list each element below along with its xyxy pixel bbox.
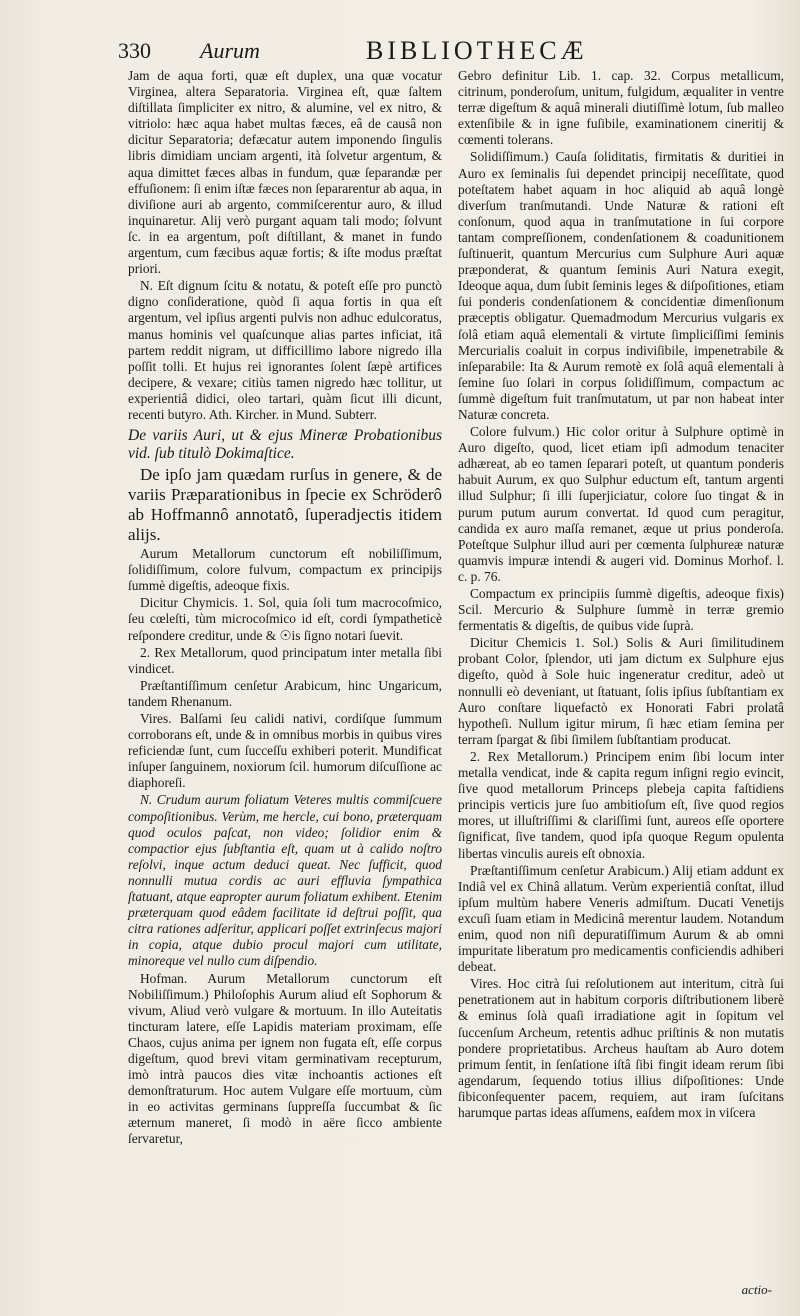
paragraph: Præſtantiſſimum cenſetur Arabicum, hinc Ungaricum, tandem Rhenanum. bbox=[128, 677, 442, 709]
page-number: 330 bbox=[118, 38, 151, 63]
paragraph: N. Crudum aurum foliatum Veteres multis commiſcuere compoſitionibus. Verùm, me hercle, cui bono, præterquam quod oculos paſcat, non video; ſolidior enim & compactior ejus ſubſtantia eſt, quam ut à calido noſtro reſolvi, inque actum deduci queat. Nec ſufficit, quod nonnulli mutua cordis ac auri effluvia ſympathica ſtatuant, atque eapropter aurum foliatum exhibent. Etenim præterquam quod eâdem facilitate id deſtrui poſſit, qua citra rationes adſeritur, applicari poſſet extrinſecus majori in copia, atque dubio procul majori cum utilitate, minoreque vel nullo cum diſpendio. bbox=[128, 792, 442, 969]
left-column bbox=[128, 68, 442, 1149]
paragraph: N. Eſt dignum ſcitu & notatu, & poteſt eſſe pro punctò digno conſideratione, quòd ſi aqua fortis in qua eſt argentum, vel ipſius argenti pulvis non adhuc edulcoratus, manus hominis vel quaſcunque alias partes inficiat, itâ partem reddit nigram, ut difficillimo labore nigredo illa poſſit tolli. Et hujus rei ignorantes ſolent ſæpè artifices decipere, & vexare; citiùs tamen nigredo hæc tollitur, ut experientiâ didici, oleo tartari, quàm ſicut illi dicunt, recenti butyro. Ath. Kircher. in Mund. Subterr. bbox=[128, 278, 442, 422]
catchword: actio- bbox=[741, 1282, 772, 1297]
paragraph: Gebro definitur Lib. 1. cap. 32. Corpus metallicum, citrinum, ponderoſum, unitum, fulgidum, æqualiter in ventre terræ digeſtum & aquâ minerali diutiſſimè lotum, ſub malleo extenſibile & in igne fuſibile, examinationem cineritij & cœmenti tolerans. bbox=[458, 68, 784, 148]
paragraph: Hofman. Aurum Metallorum cunctorum eſt Nobiliſſimum.) Philoſophis Aurum aliud eſt Sophorum & vivum, Aliud verò vulgare & mortuum. In illo Auteitatis tincturam latere, eſſe Lapidis materiam proximam, eſſe Chaos, cujus anima per ignem non fugata eſt, eſſe corpus digeſtum, quod brevi vitam germinativam recepturum, imò intrà paucos dies vitæ inchoantis actiones eſt demonſtraturum. Hoc autem Vulgare eſſe mortuum, cùm in eo activitas germinans ſuppreſſa ſuccumbat & ſic æternum maneret, ſi modò in aëre ſicco ambiente ſervaretur, bbox=[128, 970, 442, 1147]
paragraph: Aurum Metallorum cunctorum eſt nobiliſſimum, ſolidiſſimum, colore fulvum, compactum ex principijs ſummè digeſtis, adeoque fixis. bbox=[128, 546, 442, 594]
paragraph: Vires. Hoc citrà ſui reſolutionem aut interitum, citrà ſui penetrationem aut in habitum corporis diſtributionem liberè & eminus ſolà quaſi irradiatione agit in ſopitum vel ſuccenſum Archeum, retentis adhuc priſtinis & non mutatis pondere proprietatibus. Archeus hauſtam ab Auro dotem primum ſentit, in ſenſatione iſtâ ſibi fingit ideam rerum ſibi agendarum, ſequendo totius illius diſpoſitiones: Unde ſibiconſequenter pacem, requiem, aut iram ſuſcitans harumque partas ideas aſſumens, eaſdem mox in viſcera bbox=[458, 976, 784, 1120]
paragraph: De ipſo jam quædam rurſus in genere, & de variis Præparationibus in ſpecie ex Schröderô ab Hoffmannô annotatô, ſuperadjectis itidem alijs. bbox=[128, 465, 442, 545]
running-head: Aurum bbox=[200, 38, 260, 63]
paragraph: 2. Rex Metallorum.) Principem enim ſibi locum inter metalla vendicat, inde & capita regum inſigni regio evincit, ſive quod metallorum Princeps plebeja capita faſtidiens principis verticis jure ſuo ambitioſum eſt, ſive quod regios mores, ut illuſtriſſimi & clariſſimi ſunt, aureos eſſe oportere ſignificat, ſive tandem, quod ipſa quoque Regum opulenta libertas vinculis aureis eſt obnoxia. bbox=[458, 748, 784, 861]
paragraph: Solidiſſimum.) Cauſa ſoliditatis, firmitatis & duritiei in Auro ex ſeminalis ſui dependet principij neceſſitate, quod poteſtatem habet aquam in hoc aliquid ab aquâ longè diverſum tranſmutandi. Unde Naturæ & rationi eſt conſonum, quod aqua in tranſmutatione in ſui corpore tantam compreſſionem, condenſationem & coadunitionem ſuſtinuerit, quantum Mercurius cum Sulphure Auri aquæ præponderat, & quantum ſeminis Auri Natura exegit, Ideoque aqua, dum ſubit ſeminis leges & diſpoſitiones, etiam ſui ponderis condenſationem & concidentiæ dimenſionum præceptis obligatur. Quemadmodum Mercurius vulgaris ex ſolâ etiam aquâ elementali & virtute ſimpliciſſimi ſeminis Mercurialis coaluit in corpus indiviſibile, impenetrabile & inſeparabile: Ita & Aurum remotè ex ſolâ aquâ elementali à ſemine ſuo ſolari in corpus ſolidiſſimum, compactum ac ſummè digeſtum fuit tranſmutatum, ut par non habeat inter Naturæ concreta. bbox=[458, 149, 784, 422]
page-header bbox=[118, 34, 778, 68]
paragraph: Dicitur Chymicis. 1. Sol, quia ſoli tum macrocoſmico, ſeu cœleſti, tùm microcoſmico id eſt, cordi ſympatheticè reſpondere creditur, unde & ☉is ſigno notari ſuevit. bbox=[128, 595, 442, 643]
page-title: BIBLIOTHECÆ bbox=[366, 36, 588, 65]
paragraph: Dicitur Chemicis 1. Sol.) Solis & Auri ſimilitudinem probant Color, ſplendor, uti jam dictum ex Sulphure ejus digeſto, quòd à Sole huic ingeneratur creditur, adeò ut nonnulli eò deveniant, ut ſtatuant, ſolis ipſius ſubſtantiam ex Auro conſtare liquefactò ex Honorati Fabri prolatâ hypotheſi. Nullum igitur mirum, ſi hæc etiam ſemina per terram ſpargat & ſibi ſimilem ſubſtantiam producat. bbox=[458, 635, 784, 747]
paragraph: Jam de aqua forti, quæ eſt duplex, una quæ vocatur Virginea, altera Separatoria. Virginea eſt, quæ ſaltem diſtillata ſimpliciter ex nitro, & alumine, vel ex nitro, & vitriolo: hæc aqua habet multas fæces, eâ de causâ non dicitur Separatoria; defæcatur autem imponendo ſingulis libris dimidiam unciam argenti, ità ſolvetur argentum, & aqua dimittet fæces albas in fundum, quæ ſeparandæ per effuſionem: ſi enim iſtæ fæces non ſepararentur ab aqua, in diviſione auri ab argento, commiſcerentur auro, & illud inquinaretur. Alij verò purgant aquam tali modo; ſolvunt ſc. in ea argentum, poſt diſtillant, & manet in fundo argentum, cum fæcibus aquæ fortis; & iſte modus præſtat priori. bbox=[128, 68, 442, 277]
paragraph: Vires. Balſami ſeu calidi nativi, cordiſque ſummum corroborans eſt, unde & in omnibus morbis in quibus vires reficiendæ ſunt, cum ſucceſſu exhiberi poterit. Mundificat inſuper ſanguinem, noxiorum ſcil. humorum diſcuſſione ac diaphoreſi. bbox=[128, 711, 442, 791]
paragraph: Colore fulvum.) Hic color oritur à Sulphure optimè in Auro digeſto, quod, licet etiam ipſi admodum tenaciter adhæreat, ab eo tamen ſeparari poteſt, ut quantum ponderis habuit Aurum, ex quo Sulphur eductum eſt, tantum argenti illud Sulphur; ſi illi ſuperjiciatur, colore ſuo tingat & in purum putum aurum convertat. Id quod cum peragitur, candida ex auro maſſa remanet, æque ut prius ponderoſa. Poteſtque Sulphur illud auri per cœmenta ſulphureæ naturæ quamvis impuræ intendi & augeri vid. Dominus Morhof. l. c. p. 76. bbox=[458, 424, 784, 584]
right-column bbox=[458, 68, 784, 1122]
section-heading: De variis Auri, ut & ejus Mineræ Probationibus vid. ſub titulò Dokimaſtice. bbox=[128, 427, 442, 463]
paragraph: Compactum ex principiis ſummè digeſtis, adeoque fixis) Scil. Mercurio & Sulphure ſummè in terræ gremio fermentatis & digeſtis, de quibus vide ſuprà. bbox=[458, 586, 784, 634]
paragraph: 2. Rex Metallorum, quod principatum inter metalla ſibi vindicet. bbox=[128, 644, 442, 676]
paragraph: Præſtantiſſimum cenſetur Arabicum.) Alij etiam addunt ex Indiâ vel ex Chinâ allatum. Verùm experientiâ conſtat, illud ipſum multùm habere Veneris admiſtum. Ducati Venetijs excuſi ſuam etiam in Medicinâ merentur laudem. Notandum enim, quod non niſi depuratiſſimum Aurum & ab omni impuritate liberatum pro medicamentis conficiendis adhiberi debeat. bbox=[458, 862, 784, 975]
